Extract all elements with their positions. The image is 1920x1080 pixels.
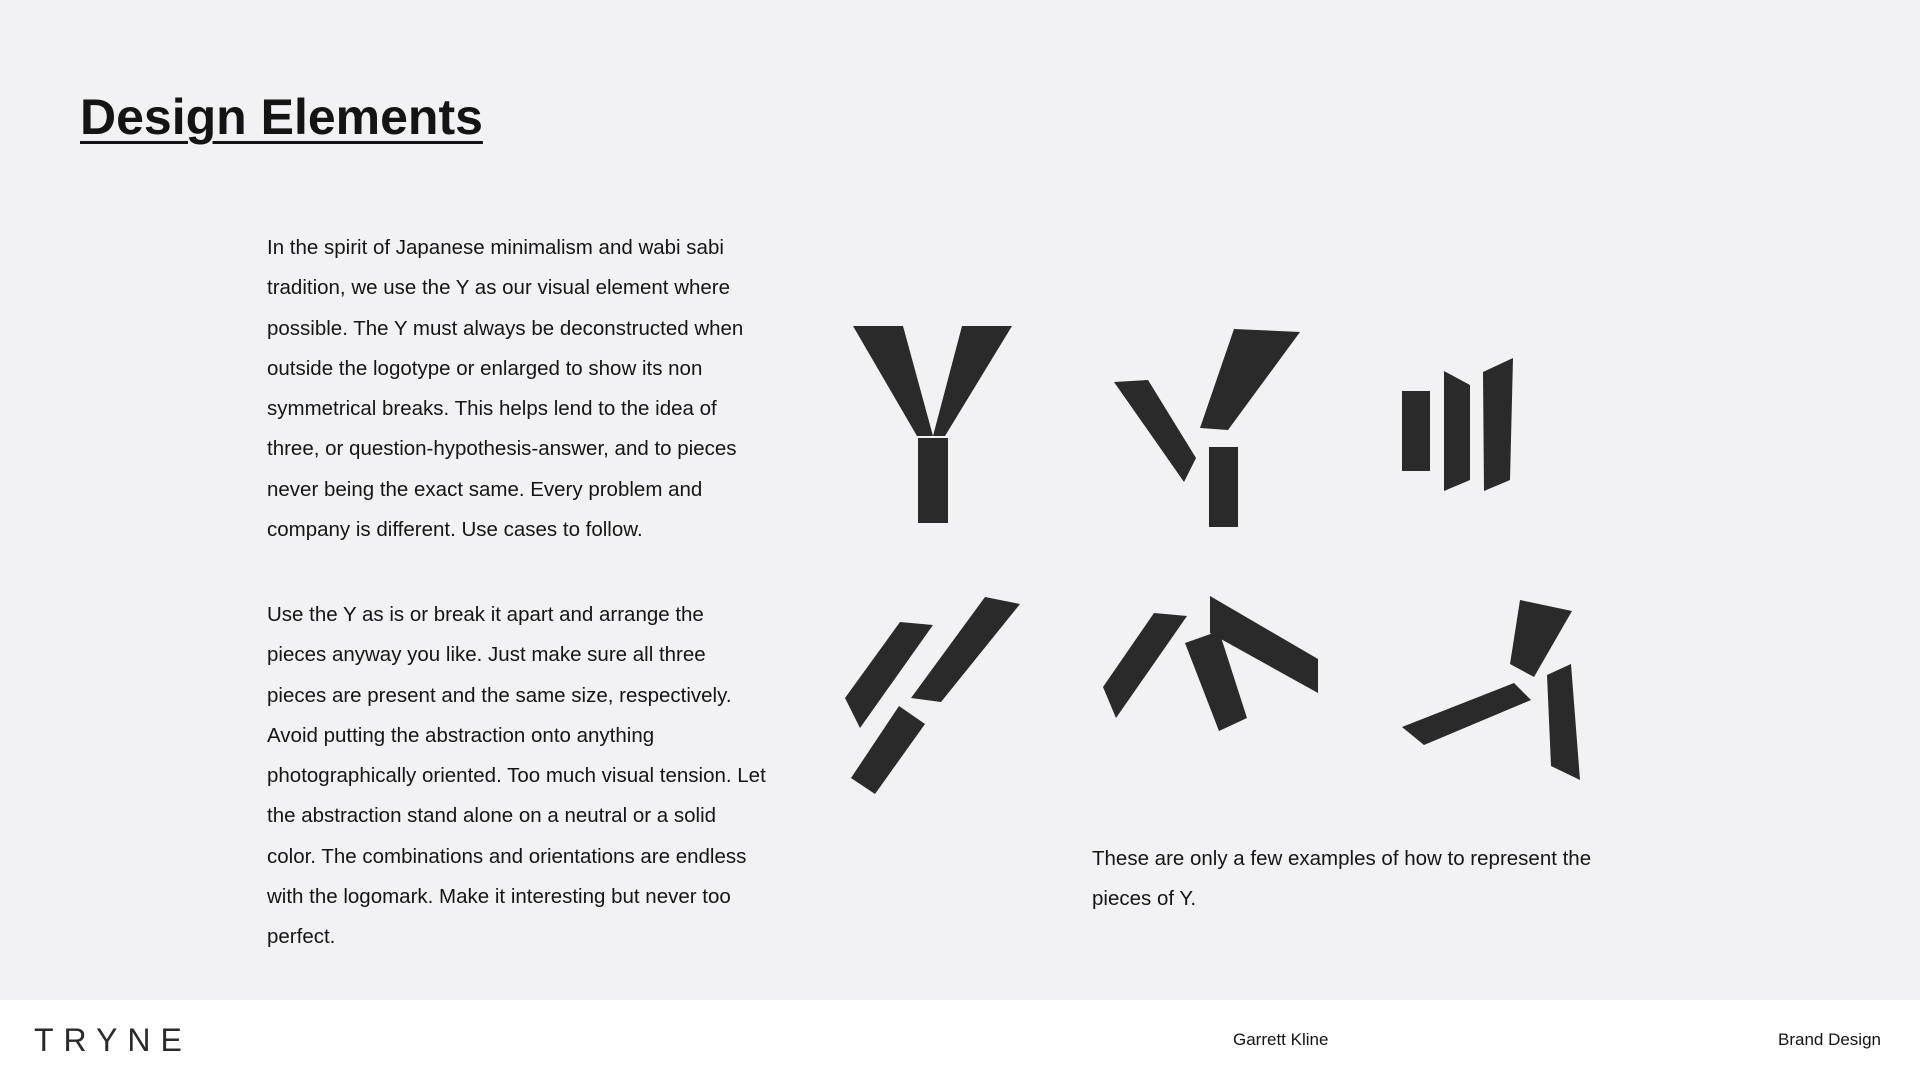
- y-example-slashes: [845, 597, 1020, 794]
- y-piece-left-arm: [845, 622, 933, 728]
- footer-author: Garrett Kline: [1233, 1030, 1329, 1049]
- usage-paragraph: Use the Y as is or break it apart and arrange the pieces anyway you like. Just make sure all three pieces are present and the same size, respectively. Avoid putting the abstraction onto anything photographically oriented. Too much visual tension. Let the abstraction stand alone on a neutral or a solid color. The combinations and orientations are endless with the logomark. Make it interesting but never too perfect.: [267, 603, 766, 949]
- intro-paragraph: In the spirit of Japanese minimalism and wabi sabi tradition, we use the Y as our visual element where possible. The Y must always be deconstructed when outside the logotype or enlarged to show its non symmetrical breaks. This helps lend to the idea of three, or question-hypothesis-answer, and to pieces never being the exact same. Every problem and company is different. Use cases to follow.: [267, 236, 744, 542]
- y-piece-stem: [1547, 664, 1580, 780]
- y-example-rotated: [1402, 600, 1580, 780]
- y-piece-left-arm: [1444, 371, 1470, 491]
- y-piece-stem: [1402, 391, 1430, 471]
- y-piece-right-arm: [1483, 358, 1513, 491]
- y-piece-right-arm: [1510, 600, 1572, 677]
- y-piece-left-arm: [853, 326, 933, 436]
- y-piece-stem: [1209, 447, 1238, 527]
- y-piece-right-arm: [933, 326, 1012, 436]
- y-example-scattered: [1103, 596, 1318, 731]
- examples-caption: These are only a few examples of how to represent the pieces of Y.: [1092, 847, 1592, 911]
- y-example-split: [1114, 329, 1300, 527]
- y-piece-stem: [918, 438, 948, 523]
- y-piece-right-arm: [1200, 329, 1300, 430]
- y-example-bars: [1402, 358, 1513, 491]
- y-example-intact: [853, 326, 1012, 523]
- page-title: Design Elements: [80, 89, 483, 145]
- y-piece-right-arm: [911, 597, 1020, 702]
- y-piece-left-arm: [1402, 683, 1531, 745]
- footer-section-title: Brand Design: [1777, 1030, 1881, 1049]
- y-piece-left-arm: [1114, 380, 1196, 482]
- footer: [0, 1000, 1920, 1080]
- y-piece-left-arm: [1103, 613, 1187, 718]
- brand-logotype: TRYNE: [34, 1022, 192, 1058]
